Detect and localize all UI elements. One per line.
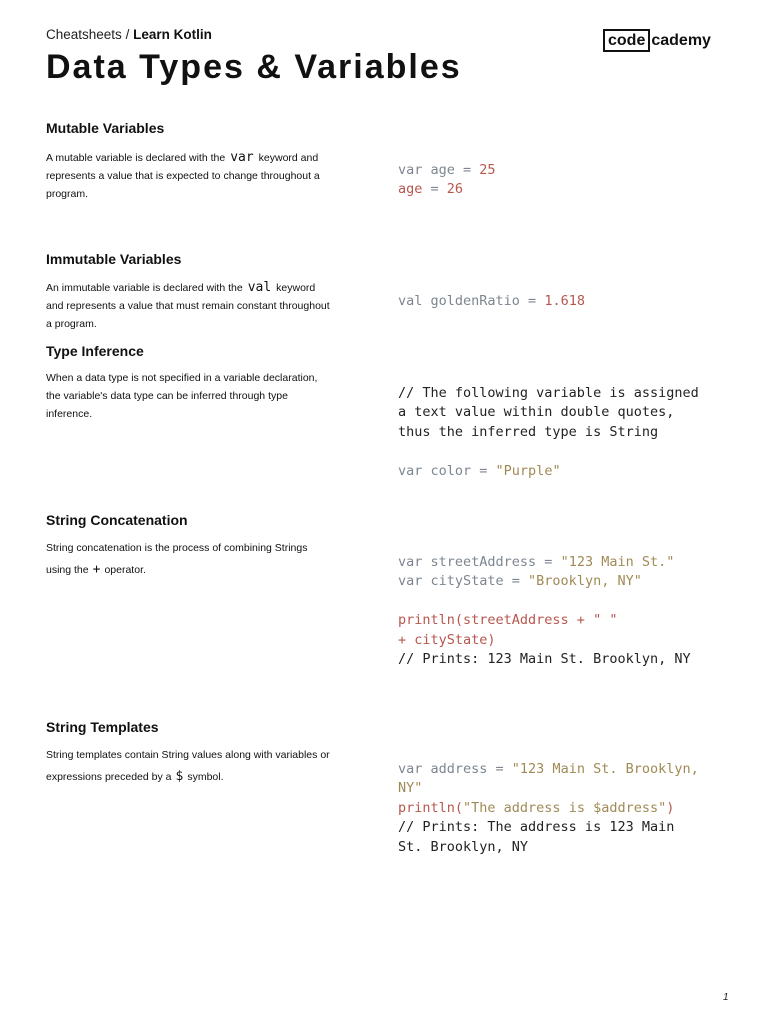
section-description-type-inference: When a data type is not specified in a variable declaration, the variable's data type can be inferred through type inference. — [46, 372, 318, 420]
code-block-type-inference — [398, 384, 738, 481]
section-description-string-concatenation: String concatenation is the process of combining Strings using the + operator. — [46, 542, 308, 577]
code-block-immutable-variables — [398, 292, 738, 311]
code-line: var age = 25 — [398, 162, 496, 178]
code-comment: // The following variable is assigned — [398, 385, 699, 401]
inline-symbol-plus: + — [92, 562, 101, 577]
breadcrumb — [46, 27, 212, 42]
section-description-mutable-variables: A mutable variable is declared with the var keyword and represents a value that is expected to change throughout a program. — [46, 150, 320, 200]
section-heading-string-concatenation: String Concatenation — [46, 512, 188, 528]
code-block-string-concatenation — [398, 553, 738, 669]
breadcrumb-current: Learn Kotlin — [133, 27, 212, 42]
code-block-mutable-variables — [398, 161, 738, 200]
codecademy-logo[interactable] — [603, 29, 711, 52]
section-heading-immutable-variables: Immutable Variables — [46, 251, 182, 267]
code-line: NY" — [398, 780, 423, 797]
code-line: age = 26 — [398, 181, 464, 198]
code-line: var address = "123 Main St. Brooklyn, — [398, 761, 699, 777]
code-comment: a text value within double quotes, — [398, 404, 675, 421]
inline-keyword-var: var — [230, 150, 254, 165]
section-description-string-templates: String templates contain String values along with variables or expressions preceded by a $ symbol. — [46, 749, 330, 784]
code-line: println(streetAddress + " " — [398, 612, 618, 629]
breadcrumb-root[interactable]: Cheatsheets — [46, 27, 122, 42]
code-line: var color = "Purple" — [398, 462, 561, 479]
section-heading-string-templates: String Templates — [46, 719, 159, 735]
logo-rest-text: cademy — [651, 31, 711, 49]
code-line: val goldenRatio = 1.618 — [398, 293, 585, 309]
page-title: Data Types & Variables — [46, 48, 462, 86]
breadcrumb-separator: / — [121, 27, 134, 42]
page-number: 1 — [723, 992, 729, 1003]
section-heading-mutable-variables: Mutable Variables — [46, 120, 165, 136]
section-heading-type-inference: Type Inference — [46, 343, 144, 359]
code-line: + cityState) — [398, 631, 496, 648]
code-comment: // Prints: 123 Main St. Brooklyn, NY — [398, 651, 691, 668]
inline-symbol-dollar: $ — [175, 769, 184, 784]
section-description-immutable-variables: An immutable variable is declared with the val keyword and represents a value that must remain constant throughout a program. — [46, 280, 330, 330]
code-line: var cityState = "Brooklyn, NY" — [398, 573, 642, 590]
code-comment: thus the inferred type is String — [398, 423, 659, 440]
code-line: println("The address is $address") — [398, 799, 675, 816]
code-line: var streetAddress = "123 Main St." — [398, 554, 675, 570]
inline-keyword-val: val — [247, 280, 272, 295]
code-block-string-templates — [398, 760, 738, 857]
logo-boxed-text: code — [603, 29, 650, 52]
code-comment: St. Brooklyn, NY — [398, 838, 529, 855]
code-comment: // Prints: The address is 123 Main — [398, 819, 675, 836]
